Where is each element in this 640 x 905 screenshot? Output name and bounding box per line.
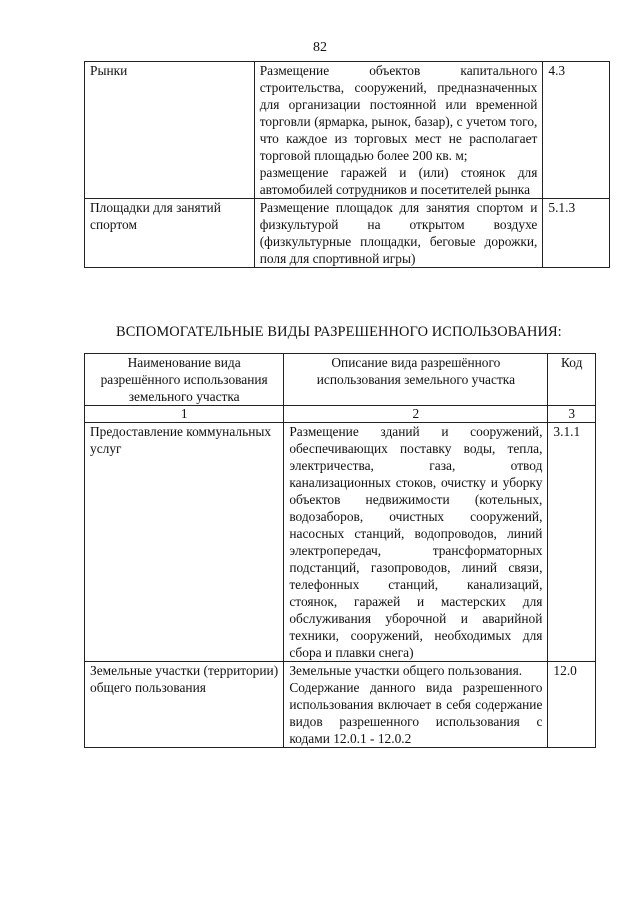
use-name-cell: Предоставление коммунальных услуг (85, 423, 284, 662)
header-description: Описание вида разрешённого использования земельного участка (284, 354, 548, 406)
header-code: Код (548, 354, 596, 406)
use-description-text: Размещение зданий и сооружений, обеспечивающих поставку воды, тепла, электричества, газа, отвод канализационных стоков, очистку и уборку объектов недвижимости (котельных, водозаборов, очистных сооружений, насосных станций, водопроводов, линий электропередач, трансформаторных подстанций, газопроводов, линий связи, телефонных станций, канализаций, стоянок, гаражей и мастерских для обслуживания уборочной и аварийной техники, сооружений, необходимых для сбора и плавки снега) (289, 424, 543, 660)
column-number: 2 (284, 406, 548, 423)
use-code-cell: 3.1.1 (548, 423, 596, 662)
column-number-row (85, 406, 596, 423)
use-description-text: Размещение площадок для занятия спортом и физкультурой на открытом воздухе (физкультурные площадки, беговые дорожки, поля для спортивной игры) (259, 200, 538, 266)
page-number: 82 (313, 40, 327, 55)
header-name: Наименование вида разрешённого использования земельного участка (85, 354, 284, 406)
table-row (85, 199, 610, 268)
use-description-text-2: Содержание данного вида разрешенного использования включает в себя содержание видов разрешенного использования с кодами 12.0.1 - 12.0.2 (289, 680, 543, 746)
use-name-cell: Площадки для занятий спортом (85, 199, 255, 268)
use-description-cell (284, 662, 548, 748)
use-name-cell: Земельные участки (территории) общего пользования (85, 662, 284, 748)
table-row (85, 62, 610, 199)
use-description-cell (254, 199, 543, 268)
use-description-text-2: размещение гаражей и (или) стоянок для автомобилей сотрудников и посетителей рынка (259, 165, 538, 197)
auxiliary-use-table (84, 353, 596, 748)
table-row (85, 662, 596, 748)
table-header-row (85, 354, 596, 406)
use-description-cell (284, 423, 548, 662)
column-number: 1 (85, 406, 284, 423)
table-row (85, 423, 596, 662)
use-description-cell (254, 62, 543, 199)
use-code-cell: 12.0 (548, 662, 596, 748)
permitted-use-table-continued (84, 61, 610, 268)
use-code-cell: 4.3 (543, 62, 610, 199)
use-description-text: Земельные участки общего пользования. (289, 663, 523, 678)
use-code-cell: 5.1.3 (543, 199, 610, 268)
column-number: 3 (548, 406, 596, 423)
section-heading: ВСПОМОГАТЕЛЬНЫЕ ВИДЫ РАЗРЕШЕННОГО ИСПОЛЬЗОВАНИЯ: (116, 324, 562, 340)
use-description-text: Размещение объектов капитального строительства, сооружений, предназначенных для организации постоянной или временной торговли (ярмарка, рынок, базар), с учетом того, что каждое из торговых мест не располагает торговой площадью более 200 кв. м; (259, 63, 538, 163)
use-name-cell: Рынки (85, 62, 255, 199)
